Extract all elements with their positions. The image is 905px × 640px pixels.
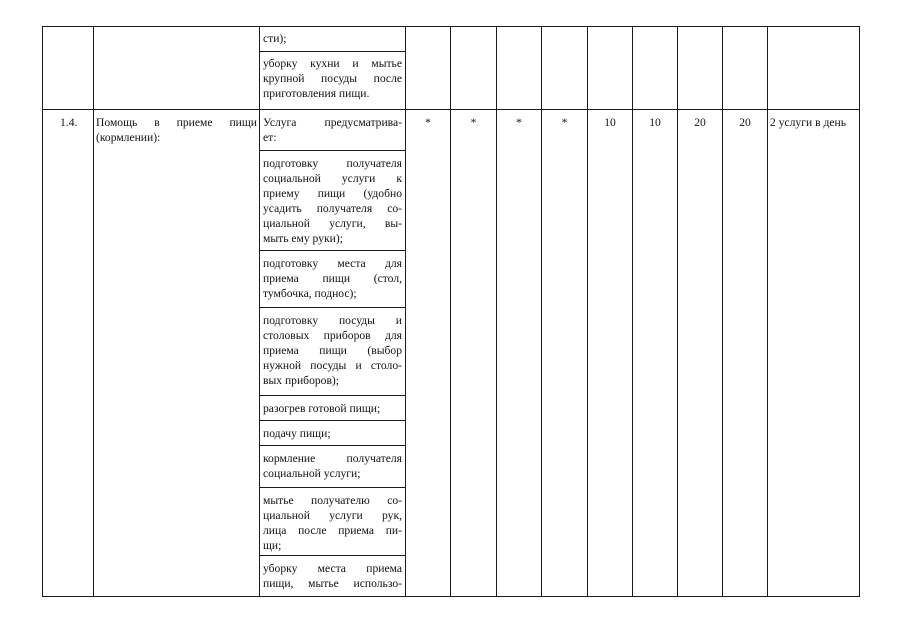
col-border-9 [677, 26, 678, 597]
content-line: приема пищи (стол, [263, 272, 402, 285]
col-border-7 [587, 26, 588, 597]
col-border-2 [259, 26, 260, 597]
value-cell: 10 [649, 116, 661, 129]
content-divider [259, 420, 406, 421]
content-line: уборку места приема [263, 562, 402, 575]
col-border-8 [632, 26, 633, 597]
content-line: сти); [263, 32, 287, 45]
content-line: мыть ему руки); [263, 232, 343, 245]
content-divider [259, 555, 406, 556]
col-border-10 [722, 26, 723, 597]
content-line: ет: [263, 131, 277, 144]
mark-cell: * [516, 116, 522, 129]
content-line: социальной услуги; [263, 467, 361, 480]
content-line: приему пищи (удобно [263, 187, 402, 200]
content-line: пищи, мытье использо- [263, 577, 402, 590]
col-border-11 [767, 26, 768, 597]
content-divider [259, 250, 406, 251]
col-border-5 [496, 26, 497, 597]
content-line: кормление получателя [263, 452, 402, 465]
value-cell: 10 [604, 116, 616, 129]
frequency-cell: 2 услуги в день [770, 116, 846, 129]
content-line: столовых приборов для [263, 329, 402, 342]
mark-cell: * [561, 116, 568, 129]
content-line: щи; [263, 539, 282, 552]
content-divider [259, 445, 406, 446]
col-border-0 [42, 26, 43, 597]
row-number: 1.4. [60, 116, 78, 129]
content-line: приготовления пищи. [263, 87, 370, 100]
content-divider [259, 51, 406, 52]
value-cell: 20 [694, 116, 706, 129]
content-divider [259, 487, 406, 488]
content-line: мытье получателю со- [263, 494, 402, 507]
content-divider [259, 150, 406, 151]
content-line: социальной услуги к [263, 172, 402, 185]
content-line: циальной услуги, вы- [263, 217, 402, 230]
content-line: уборку кухни и мытье [263, 57, 402, 70]
content-line: тумбочка, поднос); [263, 287, 357, 300]
col-border-6 [541, 26, 542, 597]
content-line: нужной посуды и столо- [263, 359, 402, 372]
col-border-4 [450, 26, 451, 597]
col-border-12 [859, 26, 860, 597]
content-line: лица после приема пи- [263, 524, 402, 537]
service-name-line: (кормлении): [96, 131, 161, 144]
col-border-1 [93, 26, 94, 597]
content-line: усадить получателя со- [263, 202, 402, 215]
content-line: вых приборов); [263, 374, 340, 387]
content-line: подготовку получателя [263, 157, 402, 170]
content-line: подачу пищи; [263, 427, 331, 440]
value-cell: 20 [739, 116, 751, 129]
content-line: приема пищи (выбор [263, 344, 402, 357]
content-line: циальной услуги рук, [263, 509, 402, 522]
col-border-3 [405, 26, 406, 597]
content-line: Услуга предусматрива- [263, 116, 402, 129]
content-line: подготовку посуды и [263, 314, 402, 327]
content-divider [259, 395, 406, 396]
content-line: крупной посуды после [263, 72, 402, 85]
content-divider [259, 307, 406, 308]
content-line: разогрев готовой пищи; [263, 402, 381, 415]
mark-cell: * [470, 116, 477, 129]
content-line: подготовку места для [263, 257, 402, 270]
mark-cell: * [425, 116, 431, 129]
service-name-line: Помощь в приеме пищи [96, 116, 257, 129]
